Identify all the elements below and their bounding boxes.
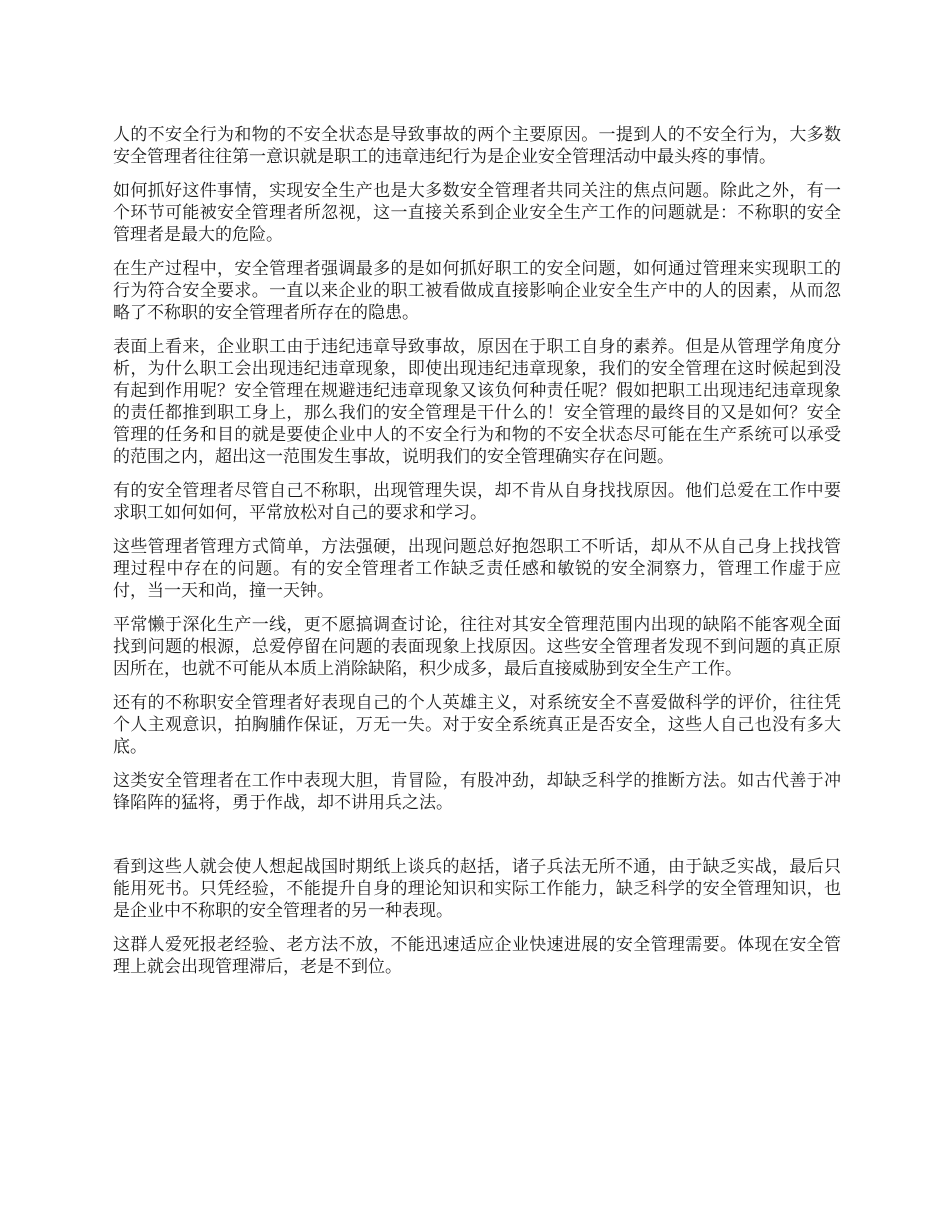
document-body [113, 124, 841, 990]
paragraph-4: 表面上看来，企业职工由于违纪违章导致事故，原因在于职工自身的素养。但是从管理学角度分析，为什么职工会出现违纪违章现象，即使出现违纪违章现象，我们的安全管理在这时候起到没有起到作用呢？安全管理在规避违纪违章现象又该负何种责任呢？假如把职工出现违纪违章现象的责任都推到职工身上，那么我们的安全管理是干什么的！安全管理的最终目的又是如何？安全管理的任务和目的就是要使企业中人的不安全行为和物的不安全状态尽可能在生产系统可以承受的范围之内，超出这一范围发生事故，说明我们的安全管理确实存在问题。 [113, 337, 841, 467]
paragraph-3: 在生产过程中，安全管理者强调最多的是如何抓好职工的安全问题，如何通过管理来实现职工的行为符合安全要求。一直以来企业的职工被看做成直接影响企业安全生产中的人的因素，从而忽略了不称职的安全管理者所存在的隐患。 [113, 259, 841, 323]
paragraph-1: 人的不安全行为和物的不安全状态是导致事故的两个主要原因。一提到人的不安全行为，大多数安全管理者往往第一意识就是职工的违章违纪行为是企业安全管理活动中最头疼的事情。 [113, 125, 841, 167]
paragraph-7: 平常懒于深化生产一线，更不愿搞调查讨论，往往对其安全管理范围内出现的缺陷不能客观全面找到问题的根源，总爱停留在问题的表面现象上找原因。这些安全管理者发现不到问题的真正原因所在，也就不可能从本质上消除缺陷，积少成多，最后直接威胁到安全生产工作。 [113, 615, 841, 679]
paragraph-9: 这类安全管理者在工作中表现大胆，肯冒险，有股冲劲，却缺乏科学的推断方法。如古代善于冲锋陷阵的猛将，勇于作战，却不讲用兵之法。 [113, 771, 841, 813]
paragraph-2: 如何抓好这件事情，实现安全生产也是大多数安全管理者共同关注的焦点问题。除此之外，有一个环节可能被安全管理者所忽视，这一直接关系到企业安全生产工作的问题就是：不称职的安全管理者是最大的危险。 [113, 181, 841, 245]
paragraph-6: 这些管理者管理方式简单，方法强硬，出现问题总好抱怨职工不听话，却从不从自己身上找找管理过程中存在的问题。有的安全管理者工作缺乏责任感和敏锐的安全洞察力，管理工作虚于应付，当一天和尚，撞一天钟。 [113, 537, 841, 601]
paragraph-10: 看到这些人就会使人想起战国时期纸上谈兵的赵括，诸子兵法无所不通，由于缺乏实战，最后只能用死书。只凭经验，不能提升自身的理论知识和实际工作能力，缺乏科学的安全管理知识，也是企业中不称职的安全管理者的另一种表现。 [113, 857, 841, 921]
paragraph-8: 还有的不称职安全管理者好表现自己的个人英雄主义，对系统安全不喜爱做科学的评价，往往凭个人主观意识，拍胸脯作保证，万无一失。对于安全系统真正是否安全，这些人自己也没有多大底。 [113, 693, 841, 757]
paragraph-11: 这群人爱死报老经验、老方法不放，不能迅速适应企业快速进展的安全管理需要。体现在安全管理上就会出现管理滞后，老是不到位。 [113, 935, 841, 977]
paragraph-5: 有的安全管理者尽管自己不称职，出现管理失误，却不肯从自身找找原因。他们总爱在工作中要求职工如何如何，平常放松对自己的要求和学习。 [113, 481, 841, 523]
